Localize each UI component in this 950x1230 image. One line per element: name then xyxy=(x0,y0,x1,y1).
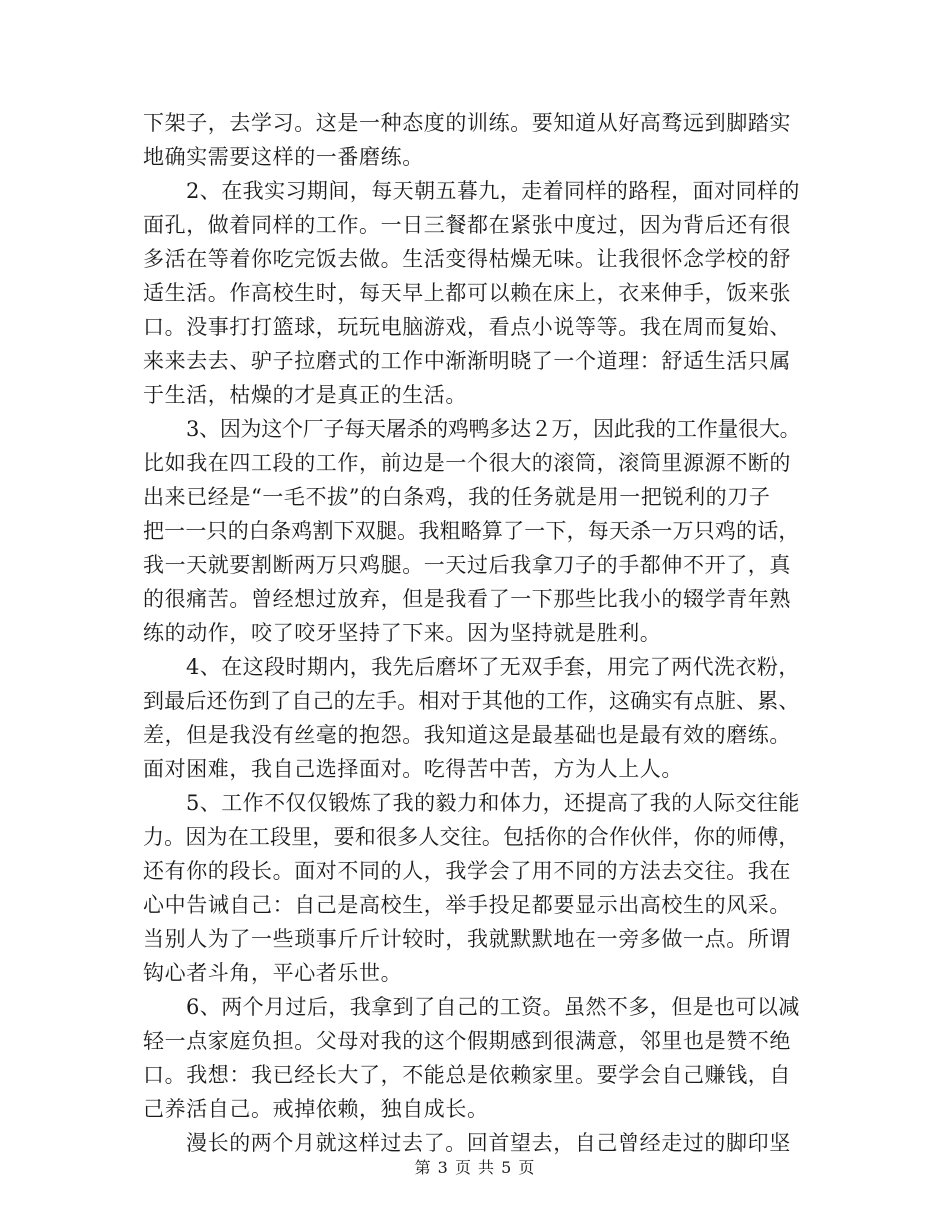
text-line: 钩心者斗角，平心者乐世。 xyxy=(143,961,403,985)
text-line: 来来去去、驴子拉磨式的工作中渐渐明晓了一个道理：舒适生活只属 xyxy=(143,349,791,373)
text-line: 心中告诫自己：自己是高校生，举手投足都要显示出高校生的风采。 xyxy=(143,893,791,917)
text-line: 出来已经是“一毛不拔”的白条鸡，我的任务就是用一把锐利的刀子 xyxy=(143,485,771,509)
text-line: 下架子，去学习。这是一种态度的训练。要知道从好高骛远到脚踏实 xyxy=(143,111,791,135)
text-line: 到最后还伤到了自己的左手。相对于其他的工作，这确实有点脏、累、 xyxy=(143,689,800,713)
text-line: 多活在等着你吃完饭去做。生活变得枯燥无味。让我很怀念学校的舒 xyxy=(143,247,791,271)
text-line: 4、在这段时期内，我先后磨坏了无双手套，用完了两代洗衣粉， xyxy=(186,655,800,679)
text-line: 地确实需要这样的一番磨练。 xyxy=(143,145,424,169)
text-line: 3、因为这个厂子每天屠杀的鸡鸭多达２万，因此我的工作量很大。 xyxy=(186,417,801,441)
text-line: 6、两个月过后，我拿到了自己的工资。虽然不多，但是也可以减 xyxy=(186,995,800,1019)
text-line: 把一一只的白条鸡割下双腿。我粗略算了一下，每天杀一万只鸡的话， xyxy=(143,519,800,543)
text-line: 差，但是我没有丝毫的抱怨。我知道这是最基础也是最有效的磨练。 xyxy=(143,723,791,747)
text-line: 练的动作，咬了咬牙坚持了下来。因为坚持就是胜利。 xyxy=(143,621,662,645)
text-line: 于生活，枯燥的才是真正的生活。 xyxy=(143,383,467,407)
text-line: 己养活自己。戒掉依赖，独自成长。 xyxy=(143,1097,489,1121)
text-line: 口。没事打打篮球，玩玩电脑游戏，看点小说等等。我在周而复始、 xyxy=(143,315,791,339)
text-line: 力。因为在工段里，要和很多人交往。包括你的合作伙伴，你的师傅， xyxy=(143,825,800,849)
text-line: 我一天就要割断两万只鸡腿。一天过后我拿刀子的手都伸不开了，真 xyxy=(143,553,791,577)
text-line: 适生活。作高校生时，每天早上都可以赖在床上，衣来伸手，饭来张 xyxy=(143,281,791,305)
text-line: 5、工作不仅仅锻炼了我的毅力和体力，还提高了我的人际交往能 xyxy=(186,791,800,815)
text-line: 的很痛苦。曾经想过放弃，但是我看了一下那些比我小的辍学青年熟 xyxy=(143,587,791,611)
text-line: 面对困难，我自己选择面对。吃得苦中苦，方为人上人。 xyxy=(143,757,683,781)
text-line: 比如我在四工段的工作，前边是一个很大的滚筒，滚筒里源源不断的 xyxy=(143,451,791,475)
text-line: 2、在我实习期间，每天朝五暮九，走着同样的路程，面对同样的 xyxy=(186,179,800,203)
text-line: 还有你的段长。面对不同的人，我学会了用不同的方法去交往。我在 xyxy=(143,859,791,883)
text-line: 当别人为了一些琐事斤斤计较时，我就默默地在一旁多做一点。所谓 xyxy=(143,927,791,951)
text-line: 漫长的两个月就这样过去了。回首望去，自己曾经走过的脚印坚 xyxy=(186,1131,791,1155)
page-number-footer: 第 3 页 共 5 页 xyxy=(414,1158,536,1177)
text-line: 轻一点家庭负担。父母对我的这个假期感到很满意，邻里也是赞不绝 xyxy=(143,1029,791,1053)
text-line: 面孔，做着同样的工作。一日三餐都在紧张中度过，因为背后还有很 xyxy=(143,213,791,237)
text-line: 口。我想：我已经长大了，不能总是依赖家里。要学会自己赚钱，自 xyxy=(143,1063,791,1087)
